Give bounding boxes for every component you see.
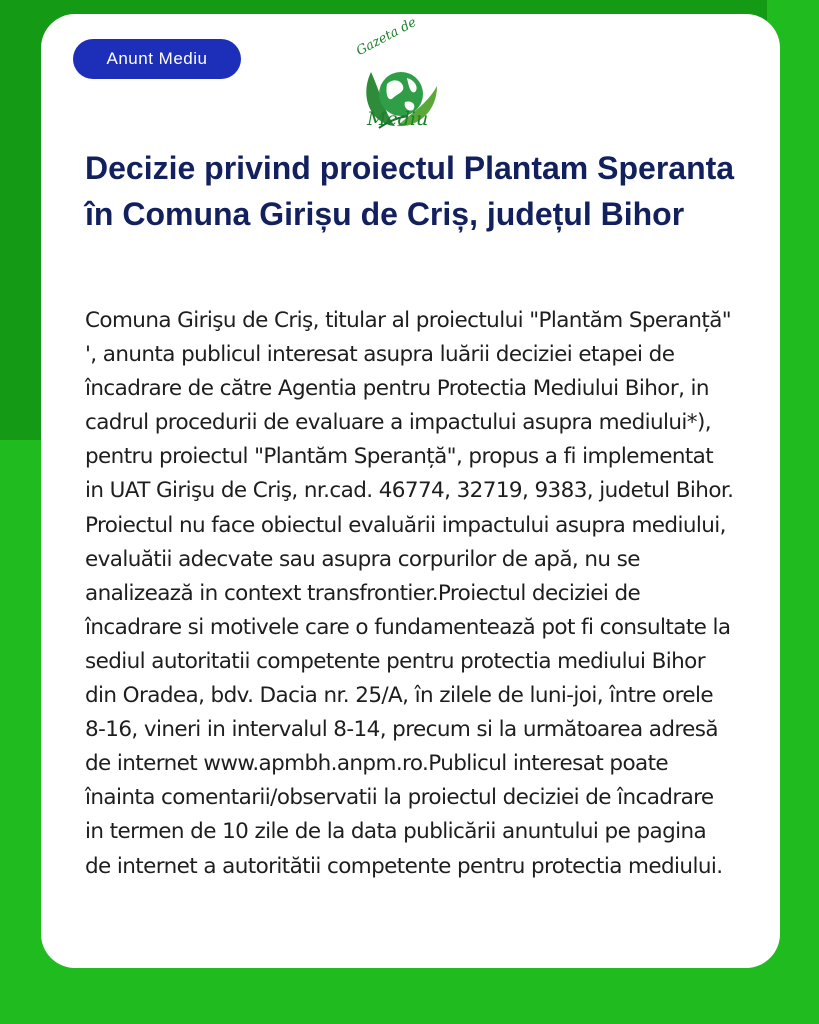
article-body: Comuna Girişu de Criş, titular al proiectului "Plantăm Speranță" ', anunta publicul interesat asupra luării deciziei etapei de încadrare de către Agentia pentru Protectia Mediului Bihor, in cadrul procedurii de evaluare a impactului asupra mediului*), pentru proiectul "Plantăm Speranță", propus a fi implementat in UAT Girişu de Criş, nr.cad. 46774, 32719, 9383, judetul Bihor. Proiectul nu face obiectul evaluării impactului asupra mediului, evaluătii adecvate sau asupra corpurilor de apă, nu se analizează in context transfrontier.Proiectul deciziei de încadrare si motivele care o fundamentează pot fi consultate la sediul autoritatii competente pentru protectia mediului Bihor din Oradea, bdv. Dacia nr. 25/A, în zilele de luni-joi, între orele 8-16, vineri in intervalul 8-14, precum si la următoarea adresă de internet www.apmbh.anpm.ro.Publicul interesat poate înainta comentarii/observatii la proiectul deciziei de încadrare in termen de 10 zile de la data publicării anuntului pe pagina de internet a autoritătii competente pentru protectia mediului. (85, 308, 734, 879)
logo-text-bottom: Mediu (367, 108, 429, 130)
logo-text-top: Gazeta de (353, 14, 420, 59)
gazeta-de-mediu-logo (353, 14, 443, 142)
article-title: Decizie privind proiectul Plantam Speranta în Comuna Girișu de Criș, județul Bihor (85, 150, 735, 232)
category-badge[interactable]: Anunt Mediu (73, 39, 241, 79)
announcement-card (41, 14, 780, 968)
